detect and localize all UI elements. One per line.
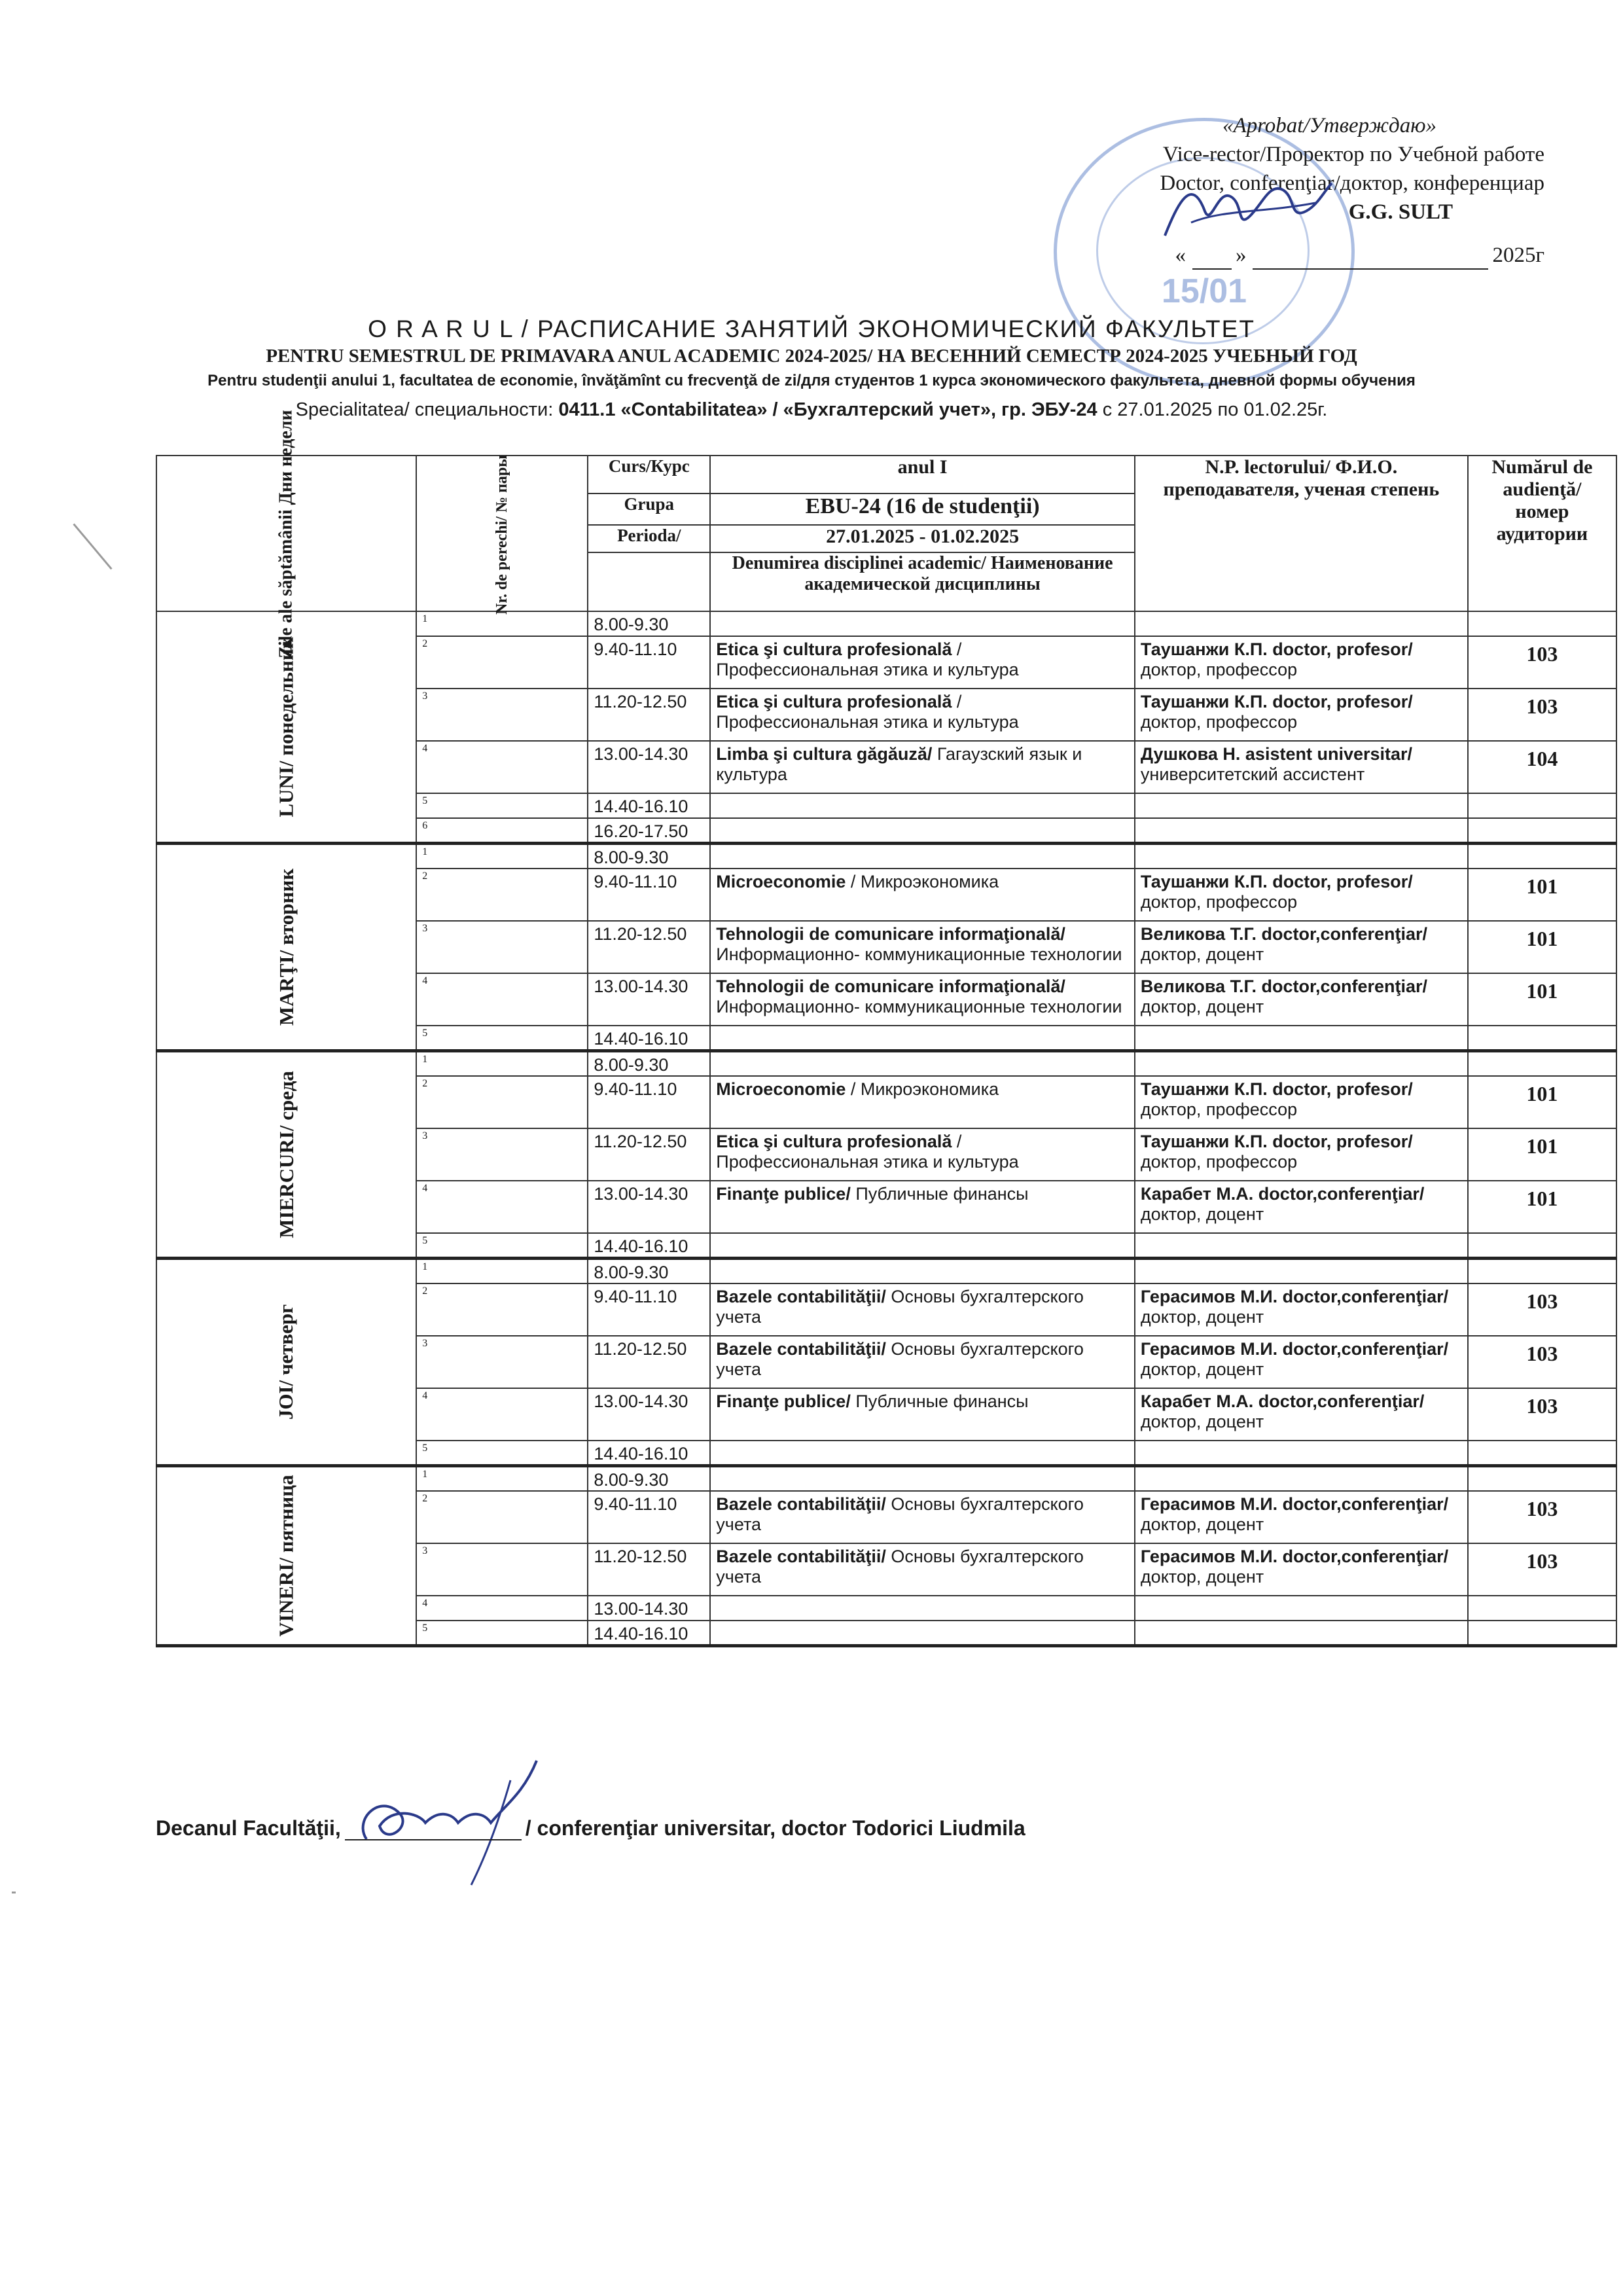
room-cell bbox=[1468, 1621, 1616, 1646]
room-cell bbox=[1468, 1259, 1616, 1284]
pair-time: 9.40-11.10 bbox=[588, 1283, 710, 1336]
curs-value: anul I bbox=[710, 456, 1135, 493]
discipline-cell: Bazele contabilităţii/ Основы бухгалтерского учета bbox=[710, 1491, 1135, 1543]
discipline-cell: Bazele contabilităţii/ Основы бухгалтерского учета bbox=[710, 1283, 1135, 1336]
grupa-label: Grupa bbox=[588, 493, 710, 525]
pair-number: 4 bbox=[416, 1388, 588, 1441]
pair-time: 14.40-16.10 bbox=[588, 1621, 710, 1646]
discipline-cell bbox=[710, 1466, 1135, 1492]
day-name: VINERI/ пятница bbox=[156, 1466, 416, 1646]
scan-mark bbox=[73, 524, 112, 570]
pair-number: 4 bbox=[416, 1596, 588, 1621]
lecturer-cell bbox=[1135, 1026, 1468, 1051]
lecturer-column-header: N.P. lectorului/ Ф.И.О. преподавателя, ученая степень bbox=[1135, 456, 1468, 611]
lecturer-cell bbox=[1135, 1621, 1468, 1646]
curs-label: Curs/Курс bbox=[588, 456, 710, 493]
pair-time: 8.00-9.30 bbox=[588, 844, 710, 869]
pair-number: 2 bbox=[416, 1283, 588, 1336]
lecturer-cell: Душкова Н. asistent universitar/ университетский ассистент bbox=[1135, 741, 1468, 793]
room-cell: 101 bbox=[1468, 1076, 1616, 1128]
pair-time: 9.40-11.10 bbox=[588, 869, 710, 921]
day-name: MARŢI/ вторник bbox=[156, 844, 416, 1051]
pair-number: 4 bbox=[416, 1181, 588, 1233]
grupa-value: EBU-24 (16 de studenţii) bbox=[710, 493, 1135, 525]
schedule-row bbox=[156, 611, 1616, 636]
discipline-column-header: Denumirea disciplinei academic/ Наименование академической дисциплины bbox=[710, 552, 1135, 611]
day-name: LUNI/ понедельник bbox=[156, 611, 416, 844]
lecturer-cell: Герасимов М.И. doctor,conferenţiar/ доктор, доцент bbox=[1135, 1543, 1468, 1596]
pair-number: 2 bbox=[416, 869, 588, 921]
lecturer-cell bbox=[1135, 818, 1468, 844]
pair-time: 8.00-9.30 bbox=[588, 1466, 710, 1492]
pair-time: 11.20-12.50 bbox=[588, 921, 710, 973]
pair-number: 3 bbox=[416, 1128, 588, 1181]
lecturer-cell: Таушанжи К.П. doctor, profesor/ доктор, профессор bbox=[1135, 1128, 1468, 1181]
pair-number: 5 bbox=[416, 1621, 588, 1646]
pair-number: 4 bbox=[416, 973, 588, 1026]
perioda-value: 27.01.2025 - 01.02.2025 bbox=[710, 525, 1135, 552]
lecturer-cell: Карабет М.А. doctor,conferenţiar/ доктор, доцент bbox=[1135, 1388, 1468, 1441]
pair-time: 13.00-14.30 bbox=[588, 1181, 710, 1233]
pair-time: 9.40-11.10 bbox=[588, 1076, 710, 1128]
schedule-row bbox=[156, 1051, 1616, 1077]
discipline-cell: Tehnologii de comunicare informaţională/ Информационно- коммуникационные технологии bbox=[710, 973, 1135, 1026]
approval-year: 2025г bbox=[1492, 243, 1544, 267]
dean-line bbox=[156, 1813, 1026, 1840]
quote-open: « bbox=[1175, 243, 1186, 267]
discipline-cell bbox=[710, 1233, 1135, 1259]
pair-column-header: Nr. de perechi/ № пары bbox=[416, 456, 588, 611]
lecturer-cell bbox=[1135, 793, 1468, 818]
room-cell bbox=[1468, 1466, 1616, 1492]
pair-number: 5 bbox=[416, 1233, 588, 1259]
discipline-cell bbox=[710, 793, 1135, 818]
day-name: MIERCURI/ среда bbox=[156, 1051, 416, 1259]
pair-time: 8.00-9.30 bbox=[588, 1051, 710, 1077]
pair-time: 14.40-16.10 bbox=[588, 1441, 710, 1466]
pair-time: 9.40-11.10 bbox=[588, 636, 710, 689]
room-cell bbox=[1468, 1441, 1616, 1466]
pair-number: 3 bbox=[416, 1543, 588, 1596]
vice-rector-signature bbox=[1152, 164, 1335, 255]
pair-number: 1 bbox=[416, 1259, 588, 1284]
discipline-cell bbox=[710, 818, 1135, 844]
lecturer-cell: Герасимов М.И. doctor,conferenţiar/ доктор, доцент bbox=[1135, 1491, 1468, 1543]
lecturer-cell: Великова Т.Г. doctor,conferenţiar/ доктор, доцент bbox=[1135, 921, 1468, 973]
pair-time: 14.40-16.10 bbox=[588, 793, 710, 818]
pair-number: 5 bbox=[416, 793, 588, 818]
room-cell: 103 bbox=[1468, 1283, 1616, 1336]
room-cell: 101 bbox=[1468, 973, 1616, 1026]
pair-number: 5 bbox=[416, 1441, 588, 1466]
schedule-table bbox=[156, 410, 1617, 1647]
dean-label: Decanul Facultăţii, bbox=[156, 1816, 341, 1840]
lecturer-cell: Таушанжи К.П. doctor, profesor/ доктор, профессор bbox=[1135, 1076, 1468, 1128]
pair-time: 13.00-14.30 bbox=[588, 1388, 710, 1441]
room-cell: 101 bbox=[1468, 921, 1616, 973]
pair-number: 1 bbox=[416, 844, 588, 869]
discipline-cell: Finanţe publice/ Публичные финансы bbox=[710, 1181, 1135, 1233]
pair-time: 11.20-12.50 bbox=[588, 689, 710, 741]
specialty-name: 0411.1 «Contabilitatea» / «Бухгалтерский учет», гр. ЭБУ-24 bbox=[558, 399, 1097, 420]
discipline-cell: Limba şi cultura găgăuză/ Гагаузский язык и культура bbox=[710, 741, 1135, 793]
pair-number: 2 bbox=[416, 1076, 588, 1128]
room-cell bbox=[1468, 1026, 1616, 1051]
discipline-cell: Etica şi cultura profesională / Профессиональная этика и культура bbox=[710, 1128, 1135, 1181]
lecturer-cell: Карабет М.А. doctor,conferenţiar/ доктор, доцент bbox=[1135, 1181, 1468, 1233]
schedule-row bbox=[156, 844, 1616, 869]
room-cell: 101 bbox=[1468, 1181, 1616, 1233]
pair-number: 3 bbox=[416, 1336, 588, 1388]
discipline-cell bbox=[710, 1621, 1135, 1646]
specialty-period: с 27.01.2025 по 01.02.25г. bbox=[1097, 399, 1328, 420]
room-cell bbox=[1468, 611, 1616, 636]
page-subtitle: PENTRU SEMESTRUL DE PRIMAVARA ANUL ACADEMIC 2024-2025/ НА ВЕСЕННИЙ СЕМЕСТР 2024-2025 УЧЕБНЫЙ ГОД bbox=[266, 346, 1357, 367]
discipline-cell bbox=[710, 1259, 1135, 1284]
pair-time: 16.20-17.50 bbox=[588, 818, 710, 844]
lecturer-cell bbox=[1135, 844, 1468, 869]
lecturer-cell: Таушанжи К.П. doctor, profesor/ доктор, профессор bbox=[1135, 869, 1468, 921]
room-column-header: Numărul de audienţă/ номер аудитории bbox=[1468, 456, 1616, 611]
specialty-prefix: Specialitatea/ специальности: bbox=[295, 399, 559, 420]
scan-mark bbox=[12, 1892, 16, 1893]
pair-number: 2 bbox=[416, 1491, 588, 1543]
lecturer-cell bbox=[1135, 1259, 1468, 1284]
room-cell: 103 bbox=[1468, 689, 1616, 741]
pair-time: 14.40-16.10 bbox=[588, 1233, 710, 1259]
lecturer-cell bbox=[1135, 1051, 1468, 1077]
discipline-cell: Tehnologii de comunicare informaţională/ Информационно- коммуникационные технологии bbox=[710, 921, 1135, 973]
room-cell bbox=[1468, 1233, 1616, 1259]
lecturer-cell bbox=[1135, 611, 1468, 636]
perioda-label: Perioda/ bbox=[588, 525, 710, 552]
discipline-cell bbox=[710, 1596, 1135, 1621]
lecturer-cell bbox=[1135, 1233, 1468, 1259]
pair-number: 1 bbox=[416, 1051, 588, 1077]
pair-time: 11.20-12.50 bbox=[588, 1336, 710, 1388]
pair-number: 5 bbox=[416, 1026, 588, 1051]
days-column-header: Zile ale săptămânii Дни недели bbox=[156, 456, 416, 611]
pair-number: 3 bbox=[416, 689, 588, 741]
room-cell: 103 bbox=[1468, 636, 1616, 689]
page-title: O R A R U L / РАСПИСАНИЕ ЗАНЯТИЙ ЭКОНОМИЧЕСКИЙ ФАКУЛЬТЕТ bbox=[368, 315, 1255, 342]
lecturer-cell bbox=[1135, 1596, 1468, 1621]
room-cell: 101 bbox=[1468, 869, 1616, 921]
room-cell: 103 bbox=[1468, 1388, 1616, 1441]
lecturer-cell: Герасимов М.И. doctor,conferenţiar/ доктор, доцент bbox=[1135, 1336, 1468, 1388]
discipline-cell: Bazele contabilităţii/ Основы бухгалтерского учета bbox=[710, 1543, 1135, 1596]
lecturer-cell: Герасимов М.И. doctor,conferenţiar/ доктор, доцент bbox=[1135, 1283, 1468, 1336]
day-name: JOI/ четверг bbox=[156, 1259, 416, 1466]
pair-time: 11.20-12.50 bbox=[588, 1128, 710, 1181]
lecturer-cell: Великова Т.Г. doctor,conferenţiar/ доктор, доцент bbox=[1135, 973, 1468, 1026]
lecturer-cell: Таушанжи К.П. doctor, profesor/ доктор, профессор bbox=[1135, 689, 1468, 741]
audience-line: Pentru studenţii anului 1, facultatea de economie, învăţămînt cu frecvenţă de zi/для студентов 1 курса экономического факультета, дневной формы обучения bbox=[207, 372, 1416, 389]
room-cell bbox=[1468, 793, 1616, 818]
header-blank bbox=[588, 552, 710, 611]
discipline-cell bbox=[710, 611, 1135, 636]
pair-time: 9.40-11.10 bbox=[588, 1491, 710, 1543]
lecturer-cell bbox=[1135, 1466, 1468, 1492]
pair-time: 13.00-14.30 bbox=[588, 973, 710, 1026]
pair-number: 3 bbox=[416, 921, 588, 973]
pair-number: 6 bbox=[416, 818, 588, 844]
pair-number: 1 bbox=[416, 611, 588, 636]
discipline-cell bbox=[710, 1441, 1135, 1466]
discipline-cell: Finanţe publice/ Публичные финансы bbox=[710, 1388, 1135, 1441]
schedule-row bbox=[156, 1259, 1616, 1284]
pair-time: 8.00-9.30 bbox=[588, 1259, 710, 1284]
stamp-date: 15/01 bbox=[1161, 272, 1247, 310]
room-cell: 104 bbox=[1468, 741, 1616, 793]
approval-position: Vice-rector/Проректор по Учебной работе bbox=[1162, 143, 1544, 166]
pair-time: 13.00-14.30 bbox=[588, 1596, 710, 1621]
discipline-cell: Bazele contabilităţii/ Основы бухгалтерского учета bbox=[710, 1336, 1135, 1388]
pair-time: 13.00-14.30 bbox=[588, 741, 710, 793]
room-cell bbox=[1468, 818, 1616, 844]
room-cell: 103 bbox=[1468, 1543, 1616, 1596]
discipline-cell bbox=[710, 1026, 1135, 1051]
approval-title: «Aprobat/Утверждаю» bbox=[1222, 114, 1436, 137]
pair-number: 4 bbox=[416, 741, 588, 793]
approval-name: G.G. SULT bbox=[1348, 200, 1453, 224]
discipline-cell: Microeconomie / Микроэкономика bbox=[710, 869, 1135, 921]
quote-close: » bbox=[1235, 243, 1247, 267]
room-cell bbox=[1468, 1596, 1616, 1621]
pair-time: 11.20-12.50 bbox=[588, 1543, 710, 1596]
room-cell: 103 bbox=[1468, 1336, 1616, 1388]
room-cell: 101 bbox=[1468, 1128, 1616, 1181]
room-cell bbox=[1468, 1051, 1616, 1077]
lecturer-cell bbox=[1135, 1441, 1468, 1466]
pair-time: 14.40-16.10 bbox=[588, 1026, 710, 1051]
room-cell bbox=[1468, 844, 1616, 869]
discipline-cell bbox=[710, 1051, 1135, 1077]
discipline-cell: Etica şi cultura profesională / Профессиональная этика и культура bbox=[710, 636, 1135, 689]
lecturer-cell: Таушанжи К.П. doctor, profesor/ доктор, профессор bbox=[1135, 636, 1468, 689]
schedule-row bbox=[156, 1466, 1616, 1492]
discipline-cell: Etica şi cultura profesională / Профессиональная этика и культура bbox=[710, 689, 1135, 741]
room-cell: 103 bbox=[1468, 1491, 1616, 1543]
approval-degree: Doctor, conferenţiar/доктор, конференциар bbox=[1160, 171, 1544, 195]
specialty-line bbox=[0, 399, 1623, 421]
dean-signature-line bbox=[345, 1813, 522, 1840]
pair-number: 1 bbox=[416, 1466, 588, 1492]
discipline-cell bbox=[710, 844, 1135, 869]
dean-title: / conferenţiar universitar, doctor Todorici Liudmila bbox=[525, 1816, 1026, 1840]
pair-time: 8.00-9.30 bbox=[588, 611, 710, 636]
discipline-cell: Microeconomie / Микроэкономика bbox=[710, 1076, 1135, 1128]
pair-number: 2 bbox=[416, 636, 588, 689]
